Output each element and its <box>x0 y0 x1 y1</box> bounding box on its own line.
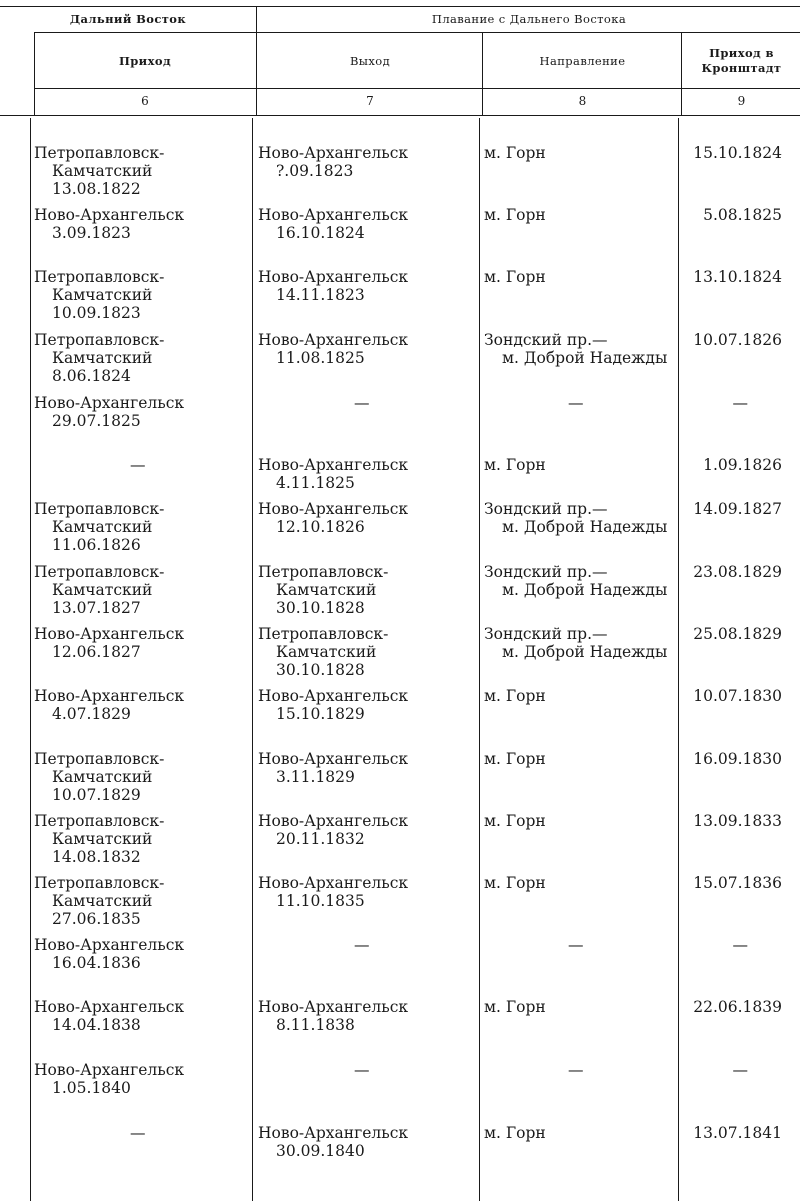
cell-line: Зондский пр.— <box>484 331 608 349</box>
cell-direction <box>484 206 679 224</box>
date-text: 14.09.1827 <box>693 500 782 518</box>
empty-dash: — <box>732 936 748 954</box>
cell-direction <box>484 1061 679 1079</box>
date-text: 4.07.1829 <box>52 705 131 723</box>
cell-line: Камчатский <box>276 581 377 599</box>
cell-line: Ново-Архангельск <box>34 687 185 705</box>
cell-arrival-kronstadt <box>682 936 782 954</box>
date-text: 16.04.1836 <box>52 954 141 972</box>
cell-line: м. Горн <box>484 812 546 830</box>
cell-departure <box>258 812 478 848</box>
date-text: 15.10.1829 <box>276 705 365 723</box>
cell-arrival-far-east <box>34 1061 249 1097</box>
cell-line: Ново-Архангельск <box>258 456 409 474</box>
cell-arrival-far-east <box>34 563 249 617</box>
cell-arrival-far-east <box>34 936 249 972</box>
cell-arrival-kronstadt <box>682 750 782 768</box>
cell-line: Ново-Архангельск <box>34 936 185 954</box>
cell-departure <box>258 144 478 180</box>
cell-direction <box>484 268 679 286</box>
cell-direction <box>484 144 679 162</box>
cell-direction <box>484 936 679 954</box>
empty-dash: — <box>130 1124 146 1142</box>
date-text: 16.10.1824 <box>276 224 365 242</box>
cell-line: Зондский пр.— <box>484 563 608 581</box>
cell-arrival-kronstadt <box>682 625 782 643</box>
cell-departure <box>258 456 478 492</box>
column-rule-6-7 <box>252 118 253 1201</box>
cell-arrival-far-east <box>34 144 249 198</box>
date-text: 5.08.1825 <box>703 206 782 224</box>
header-bottom-rule <box>0 115 800 116</box>
cell-line: Петропавловск- <box>34 563 165 581</box>
date-text: 10.07.1829 <box>52 786 141 804</box>
date-text: 15.07.1836 <box>693 874 782 892</box>
date-text: 11.10.1835 <box>276 892 365 910</box>
date-text: ?.09.1823 <box>276 162 354 180</box>
cell-arrival-kronstadt <box>682 874 782 892</box>
cell-line: Ново-Архангельск <box>258 331 409 349</box>
cell-departure <box>258 500 478 536</box>
cell-line: м. Горн <box>484 750 546 768</box>
cell-departure <box>258 206 478 242</box>
cell-direction <box>484 750 679 768</box>
cell-departure <box>258 563 478 617</box>
cell-line: м. Доброй Надежды <box>502 518 668 536</box>
cell-line: Петропавловск- <box>34 812 165 830</box>
date-text: 8.11.1838 <box>276 1016 355 1034</box>
cell-line: Камчатский <box>52 286 153 304</box>
cell-line: Зондский пр.— <box>484 500 608 518</box>
cell-arrival-kronstadt <box>682 268 782 286</box>
header-departure: Выход <box>349 54 391 68</box>
cell-departure <box>258 625 478 679</box>
cell-arrival-far-east <box>34 750 249 804</box>
cell-arrival-far-east <box>34 456 249 474</box>
cell-line: Ново-Архангельск <box>258 1124 409 1142</box>
date-text: 1.09.1826 <box>703 456 782 474</box>
date-text: 30.09.1840 <box>276 1142 365 1160</box>
date-text: 10.07.1830 <box>693 687 782 705</box>
cell-line: Петропавловск- <box>34 331 165 349</box>
empty-dash: — <box>568 1061 584 1079</box>
cell-line: Ново-Архангельск <box>34 206 185 224</box>
cell-arrival-far-east <box>34 394 249 430</box>
empty-dash: — <box>130 456 146 474</box>
cell-line: м. Горн <box>484 206 546 224</box>
cell-line: Камчатский <box>52 830 153 848</box>
date-text: 3.11.1829 <box>276 768 355 786</box>
cell-arrival-far-east <box>34 500 249 554</box>
date-text: 1.05.1840 <box>52 1079 131 1097</box>
cell-line: Ново-Архангельск <box>258 206 409 224</box>
cell-arrival-far-east <box>34 625 249 661</box>
cell-departure <box>258 394 478 412</box>
cell-line: Ново-Архангельск <box>34 1061 185 1079</box>
date-text: 16.09.1830 <box>693 750 782 768</box>
header-group-voyage: Плавание с Дальнего Востока <box>431 12 627 26</box>
cell-line: Ново-Архангельск <box>258 687 409 705</box>
date-text: 12.06.1827 <box>52 643 141 661</box>
cell-line: Ново-Архангельск <box>258 812 409 830</box>
cell-direction <box>484 874 679 892</box>
empty-dash: — <box>732 394 748 412</box>
cell-line: Петропавловск- <box>34 500 165 518</box>
cell-arrival-kronstadt <box>682 206 782 224</box>
date-text: 13.09.1833 <box>693 812 782 830</box>
date-text: 14.08.1832 <box>52 848 141 866</box>
date-text: 23.08.1829 <box>693 563 782 581</box>
cell-arrival-kronstadt <box>682 144 782 162</box>
cell-direction <box>484 394 679 412</box>
cell-arrival-kronstadt <box>682 500 782 518</box>
cell-line: м. Горн <box>484 687 546 705</box>
date-text: 11.06.1826 <box>52 536 141 554</box>
header-label-rule <box>34 88 800 89</box>
cell-line: м. Горн <box>484 456 546 474</box>
cell-line: Камчатский <box>52 162 153 180</box>
date-text: 10.07.1826 <box>693 331 782 349</box>
date-text: 11.08.1825 <box>276 349 365 367</box>
cell-arrival-far-east <box>34 1124 249 1142</box>
header-top-rule <box>0 6 800 7</box>
cell-arrival-kronstadt <box>682 456 782 474</box>
cell-line: Ново-Архангельск <box>258 144 409 162</box>
cell-arrival-far-east <box>34 331 249 385</box>
cell-line: м. Доброй Надежды <box>502 349 668 367</box>
cell-departure <box>258 331 478 367</box>
cell-line: м. Горн <box>484 874 546 892</box>
date-text: 14.11.1823 <box>276 286 365 304</box>
header-kronstadt-line1: Приход в <box>709 46 774 60</box>
cell-line: Ново-Архангельск <box>258 500 409 518</box>
cell-arrival-far-east <box>34 687 249 723</box>
empty-dash: — <box>568 936 584 954</box>
empty-dash: — <box>568 394 584 412</box>
cell-arrival-kronstadt <box>682 331 782 349</box>
date-text: 27.06.1835 <box>52 910 141 928</box>
cell-line: Петропавловск- <box>34 268 165 286</box>
cell-direction <box>484 625 679 661</box>
cell-line: м. Горн <box>484 144 546 162</box>
date-text: 14.04.1838 <box>52 1016 141 1034</box>
column-rule-7-8 <box>479 118 480 1201</box>
date-text: 13.08.1822 <box>52 180 141 198</box>
cell-line: Зондский пр.— <box>484 625 608 643</box>
cell-line: Ново-Архангельск <box>34 394 185 412</box>
header-direction: Направление <box>539 54 626 68</box>
cell-arrival-kronstadt <box>682 563 782 581</box>
cell-line: м. Доброй Надежды <box>502 581 668 599</box>
cell-line: Камчатский <box>52 518 153 536</box>
cell-departure <box>258 936 478 954</box>
cell-arrival-kronstadt <box>682 394 782 412</box>
empty-dash: — <box>732 1061 748 1079</box>
cell-line: Камчатский <box>52 892 153 910</box>
column-number-7: 7 <box>366 94 374 108</box>
date-text: 4.11.1825 <box>276 474 355 492</box>
cell-arrival-far-east <box>34 998 249 1034</box>
cell-departure <box>258 750 478 786</box>
cell-departure <box>258 1061 478 1079</box>
cell-arrival-kronstadt <box>682 1061 782 1079</box>
cell-line: Камчатский <box>52 349 153 367</box>
column-rule-left-body <box>30 118 31 1201</box>
column-number-9: 9 <box>737 94 746 108</box>
header-kronstadt-line2: Кронштадт <box>701 61 782 75</box>
date-text: 25.08.1829 <box>693 625 782 643</box>
cell-direction <box>484 500 679 536</box>
cell-departure <box>258 687 478 723</box>
cell-line: Петропавловск- <box>34 750 165 768</box>
cell-line: Ново-Архангельск <box>258 998 409 1016</box>
cell-line: м. Горн <box>484 998 546 1016</box>
date-text: 10.09.1823 <box>52 304 141 322</box>
date-text: 13.07.1827 <box>52 599 141 617</box>
header-group-far-east: Дальний Восток <box>69 12 187 26</box>
date-text: 8.06.1824 <box>52 367 131 385</box>
empty-dash: — <box>354 394 370 412</box>
date-text: 30.10.1828 <box>276 599 365 617</box>
cell-departure <box>258 1124 478 1160</box>
date-text: 13.10.1824 <box>693 268 782 286</box>
cell-direction <box>484 687 679 705</box>
cell-direction <box>484 331 679 367</box>
cell-line: Ново-Архангельск <box>258 874 409 892</box>
header-group-rule <box>34 32 800 33</box>
cell-line: Ново-Архангельск <box>258 268 409 286</box>
date-text: 12.10.1826 <box>276 518 365 536</box>
cell-departure <box>258 874 478 910</box>
cell-departure <box>258 998 478 1034</box>
cell-line: Ново-Архангельск <box>258 750 409 768</box>
header-arrival: Приход <box>118 54 172 68</box>
cell-arrival-kronstadt <box>682 687 782 705</box>
cell-line: Камчатский <box>52 768 153 786</box>
cell-line: Камчатский <box>52 581 153 599</box>
date-text: 3.09.1823 <box>52 224 131 242</box>
date-text: 22.06.1839 <box>693 998 782 1016</box>
date-text: 15.10.1824 <box>693 144 782 162</box>
cell-direction <box>484 998 679 1016</box>
cell-line: Ново-Архангельск <box>34 625 185 643</box>
cell-departure <box>258 268 478 304</box>
cell-arrival-kronstadt <box>682 812 782 830</box>
cell-line: Ново-Архангельск <box>34 998 185 1016</box>
cell-arrival-far-east <box>34 812 249 866</box>
cell-direction <box>484 812 679 830</box>
cell-arrival-kronstadt <box>682 998 782 1016</box>
cell-line: м. Доброй Надежды <box>502 643 668 661</box>
cell-line: м. Горн <box>484 268 546 286</box>
column-number-8: 8 <box>578 94 587 108</box>
cell-line: Камчатский <box>276 643 377 661</box>
cell-line: Петропавловск- <box>258 625 389 643</box>
cell-direction <box>484 563 679 599</box>
cell-line: Петропавловск- <box>258 563 389 581</box>
date-text: 29.07.1825 <box>52 412 141 430</box>
column-number-6: 6 <box>141 94 149 108</box>
cell-arrival-far-east <box>34 268 249 322</box>
date-text: 30.10.1828 <box>276 661 365 679</box>
cell-direction <box>484 456 679 474</box>
empty-dash: — <box>354 1061 370 1079</box>
cell-direction <box>484 1124 679 1142</box>
cell-arrival-far-east <box>34 874 249 928</box>
cell-arrival-far-east <box>34 206 249 242</box>
cell-line: Петропавловск- <box>34 874 165 892</box>
cell-line: м. Горн <box>484 1124 546 1142</box>
date-text: 13.07.1841 <box>693 1124 782 1142</box>
date-text: 20.11.1832 <box>276 830 365 848</box>
cell-arrival-kronstadt <box>682 1124 782 1142</box>
cell-line: Петропавловск- <box>34 144 165 162</box>
empty-dash: — <box>354 936 370 954</box>
